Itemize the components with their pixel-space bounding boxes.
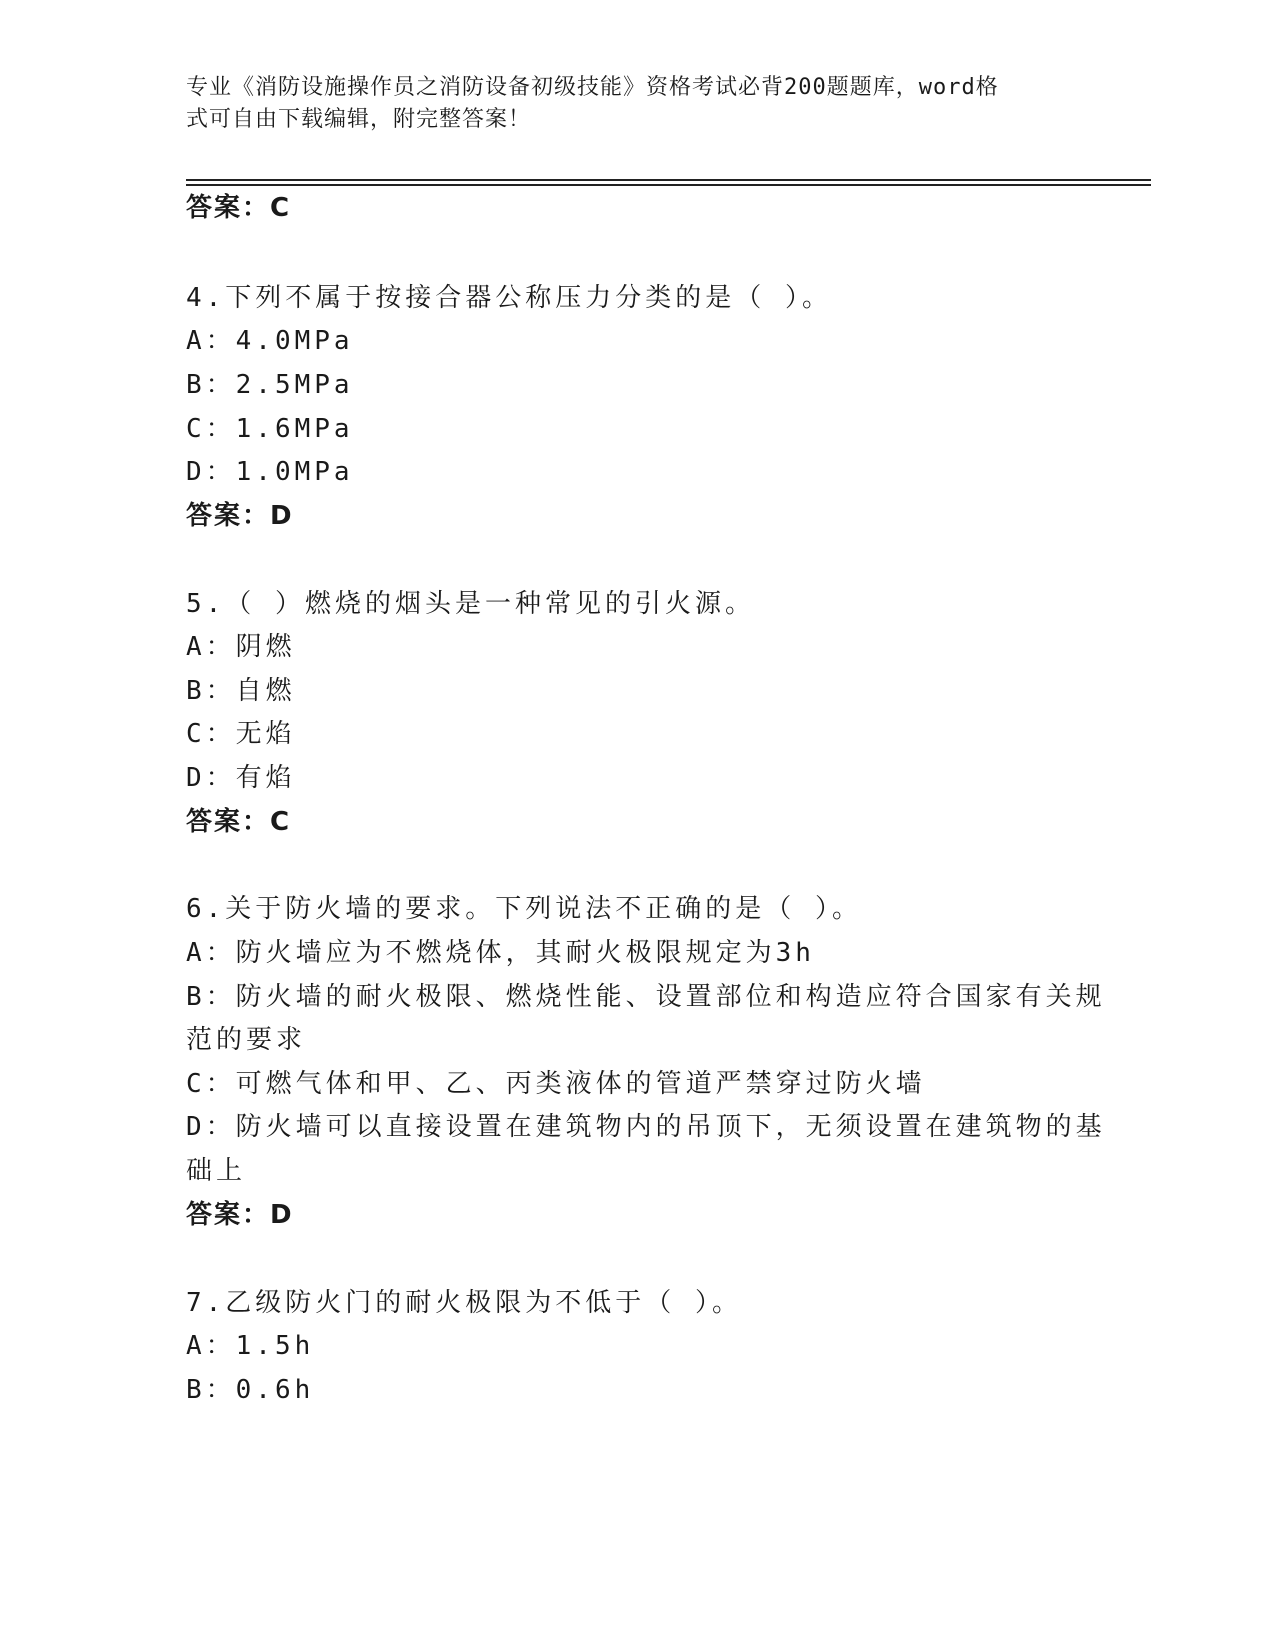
q6-option-d-line-2: 础上 xyxy=(186,1156,247,1186)
q5-option-d: D：有焰 xyxy=(186,763,296,793)
q4-option-a: A：4.0MPa xyxy=(186,326,354,356)
q4-option-c: C：1.6MPa xyxy=(186,414,354,444)
header-line-2: 式可自由下载编辑，附完整答案！ xyxy=(186,107,532,132)
question-5: 5.（ ）燃烧的烟头是一种常见的引火源。 xyxy=(186,589,755,619)
q7-option-a: A：1.5h xyxy=(186,1331,315,1361)
q7-option-b: B：0.6h xyxy=(186,1375,315,1405)
q5-answer: 答案：C xyxy=(186,807,292,837)
header-divider-bottom xyxy=(186,184,1151,186)
header-line-1: 专业《消防设施操作员之消防设备初级技能》资格考试必背200题题库，word格 xyxy=(186,75,999,100)
q6-option-b-line-2: 范的要求 xyxy=(186,1025,307,1055)
answer-prev: 答案：C xyxy=(186,193,292,223)
header-divider-top xyxy=(186,179,1151,181)
q6-option-b-line-1: B：防火墙的耐火极限、燃烧性能、设置部位和构造应符合国家有关规 xyxy=(186,982,1106,1012)
q5-option-b: B：自燃 xyxy=(186,676,296,706)
q5-option-c: C：无焰 xyxy=(186,719,296,749)
q4-option-b: B：2.5MPa xyxy=(186,370,354,400)
document-header xyxy=(186,72,1066,136)
q6-option-a: A：防火墙应为不燃烧体，其耐火极限规定为3h xyxy=(186,938,815,968)
q4-answer: 答案：D xyxy=(186,501,294,531)
q6-option-d-line-1: D：防火墙可以直接设置在建筑物内的吊顶下，无须设置在建筑物的基 xyxy=(186,1112,1106,1142)
q4-option-d: D：1.0MPa xyxy=(186,457,354,487)
q6-option-c: C：可燃气体和甲、乙、丙类液体的管道严禁穿过防火墙 xyxy=(186,1069,926,1099)
question-7: 7.乙级防火门的耐火极限为不低于（ ）。 xyxy=(186,1288,742,1318)
q6-answer: 答案：D xyxy=(186,1200,294,1230)
q5-option-a: A：阴燃 xyxy=(186,632,296,662)
question-4: 4.下列不属于按接合器公称压力分类的是（ ）。 xyxy=(186,283,832,313)
question-6: 6.关于防火墙的要求。下列说法不正确的是（ ）。 xyxy=(186,894,862,924)
